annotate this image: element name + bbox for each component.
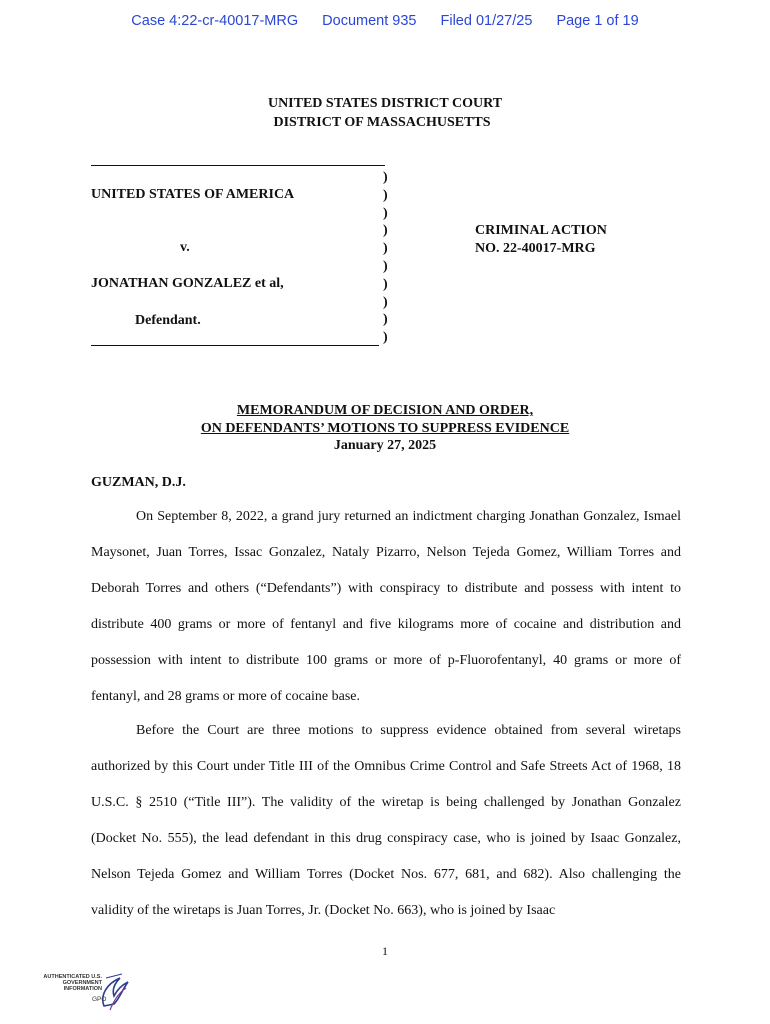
ecf-header: [0, 13, 770, 29]
document-title: [0, 402, 770, 455]
court-name: UNITED STATES DISTRICT COURT: [267, 96, 503, 111]
caption-plaintiff: UNITED STATES OF AMERICA: [91, 187, 295, 202]
gpo-logo-mark: GPO: [92, 996, 107, 1003]
title-line-2: ON DEFENDANTS’ MOTIONS TO SUPPRESS EVIDENCE: [200, 420, 570, 436]
caption-parens: ) ) ) ) ) ) ) ) ) ): [383, 170, 388, 346]
court-heading: [0, 94, 770, 132]
case-number: Case 4:22-cr-40017-MRG: [131, 13, 299, 29]
filed-date: Filed 01/27/25: [440, 13, 533, 29]
judge-name: GUZMAN, D.J.: [91, 475, 186, 490]
caption-top-rule: [91, 165, 385, 166]
title-line-1: MEMORANDUM OF DECISION AND ORDER,: [236, 403, 534, 418]
gpo-eagle-icon: [40, 966, 130, 1018]
gpo-authentication-logo: [40, 966, 130, 1018]
document-number: Document 935: [322, 13, 417, 29]
gpo-logo-text: AUTHENTICATED U.S. GOVERNMENT INFORMATION: [43, 974, 102, 992]
caption-bottom-rule: [91, 345, 379, 346]
paragraph-2: [91, 713, 681, 929]
page-number: 1: [382, 944, 388, 958]
criminal-action-number: NO. 22-40017-MRG: [475, 241, 596, 256]
title-date: January 27, 2025: [333, 438, 437, 453]
paragraph-1-text: On September 8, 2022, a grand jury returned an indictment charging Jonathan Gonzalez, Ismael Maysonet, Juan Torres, Issac Gonzalez, Nataly Pizarro, Nelson Tejeda Gomez, William Torres and Deborah Torres and others (“Defendants”) with conspiracy to distribute and possess with intent to distribute 400 grams or more of fentanyl and five kilograms more of cocaine and distribution and possession with intent to distribute 100 grams or more of p-Fluorofentanyl, 40 grams or more of fentanyl, and 28 grams or more of cocaine base.: [91, 509, 681, 704]
paragraph-2-text: Before the Court are three motions to suppress evidence obtained from several wiretaps authorized by this Court under Title III of the Omnibus Crime Control and Safe Streets Act of 1968, 18 U.S.C. § 2510 (“Title III”). The validity of the wiretap is being challenged by Jonathan Gonzalez (Docket No. 555), the lead defendant in this drug conspiracy case, who is joined by Isaac Gonzalez, Nelson Tejeda Gomez and William Torres (Docket Nos. 677, 681, and 682). Also challenging the validity of the wiretaps is Juan Torres, Jr. (Docket No. 663), who is joined by Isaac: [91, 723, 681, 918]
paragraph-1: [91, 499, 681, 715]
criminal-action-label: CRIMINAL ACTION: [475, 223, 607, 238]
page-count: Page 1 of 19: [556, 13, 639, 29]
court-district: DISTRICT OF MASSACHUSETTS: [273, 115, 491, 130]
caption-versus: v.: [180, 240, 190, 255]
caption-defendant-label: Defendant.: [135, 313, 201, 328]
caption-defendant-name: JONATHAN GONZALEZ et al,: [91, 276, 284, 291]
